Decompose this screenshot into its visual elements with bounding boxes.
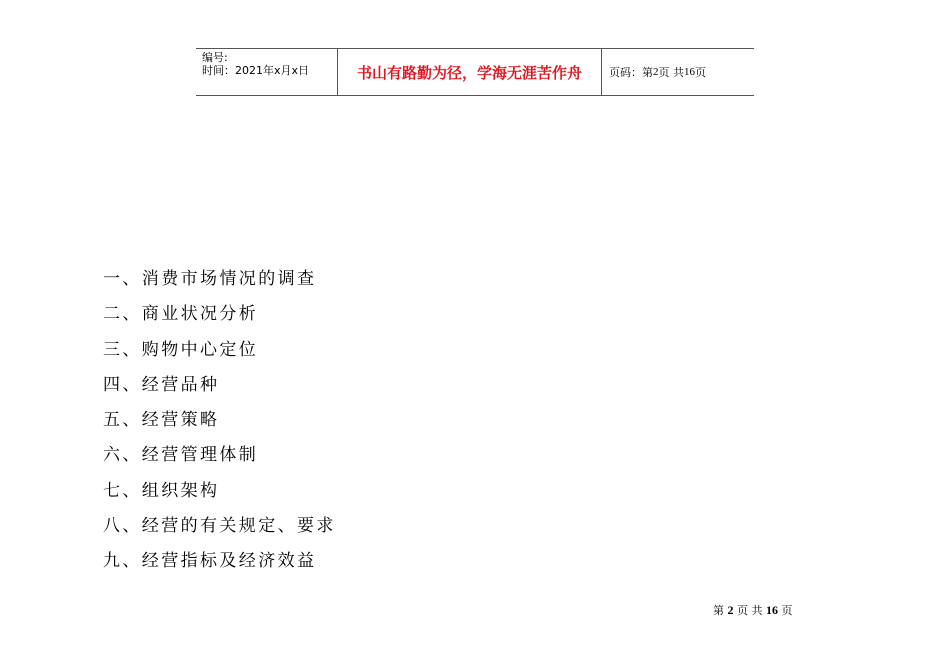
- table-of-contents: [103, 266, 336, 584]
- toc-item: 四、经营品种: [103, 374, 220, 395]
- footer-prefix: 第: [713, 604, 724, 617]
- page-prefix: 页码：第: [609, 66, 653, 79]
- toc-item: 五、经营策略: [103, 410, 220, 431]
- page-current: 2: [653, 66, 659, 78]
- toc-item: 八、经营的有关规定、要求: [103, 516, 336, 537]
- toc-item: 一、消费市场情况的调查: [103, 269, 317, 289]
- footer-total-pages: 16: [766, 603, 778, 617]
- document-time-label: 时间：2021年x月x日: [202, 64, 310, 77]
- document-number-label: 编号:: [202, 51, 228, 64]
- toc-item: 九、经营指标及经济效益: [103, 551, 317, 572]
- page-total: 16: [684, 66, 695, 78]
- header-motto: 书山有路勤为径，学海无涯苦作舟: [338, 49, 602, 95]
- page-middle: 页 共: [658, 66, 684, 79]
- footer-current-page: 2: [727, 603, 734, 617]
- footer-middle: 页 共: [737, 604, 763, 617]
- toc-item: 二、商业状况分析: [103, 304, 259, 325]
- footer-suffix: 页: [781, 604, 793, 617]
- page-footer: [713, 602, 793, 618]
- toc-item: 六、经营管理体制: [103, 445, 259, 466]
- page-suffix: 页: [695, 66, 706, 79]
- header-page-number: [602, 49, 754, 95]
- page-header: [196, 48, 754, 96]
- toc-item: 七、组织架构: [103, 480, 220, 501]
- toc-item: 三、购物中心定位: [103, 339, 259, 360]
- header-meta-cell: [196, 49, 338, 95]
